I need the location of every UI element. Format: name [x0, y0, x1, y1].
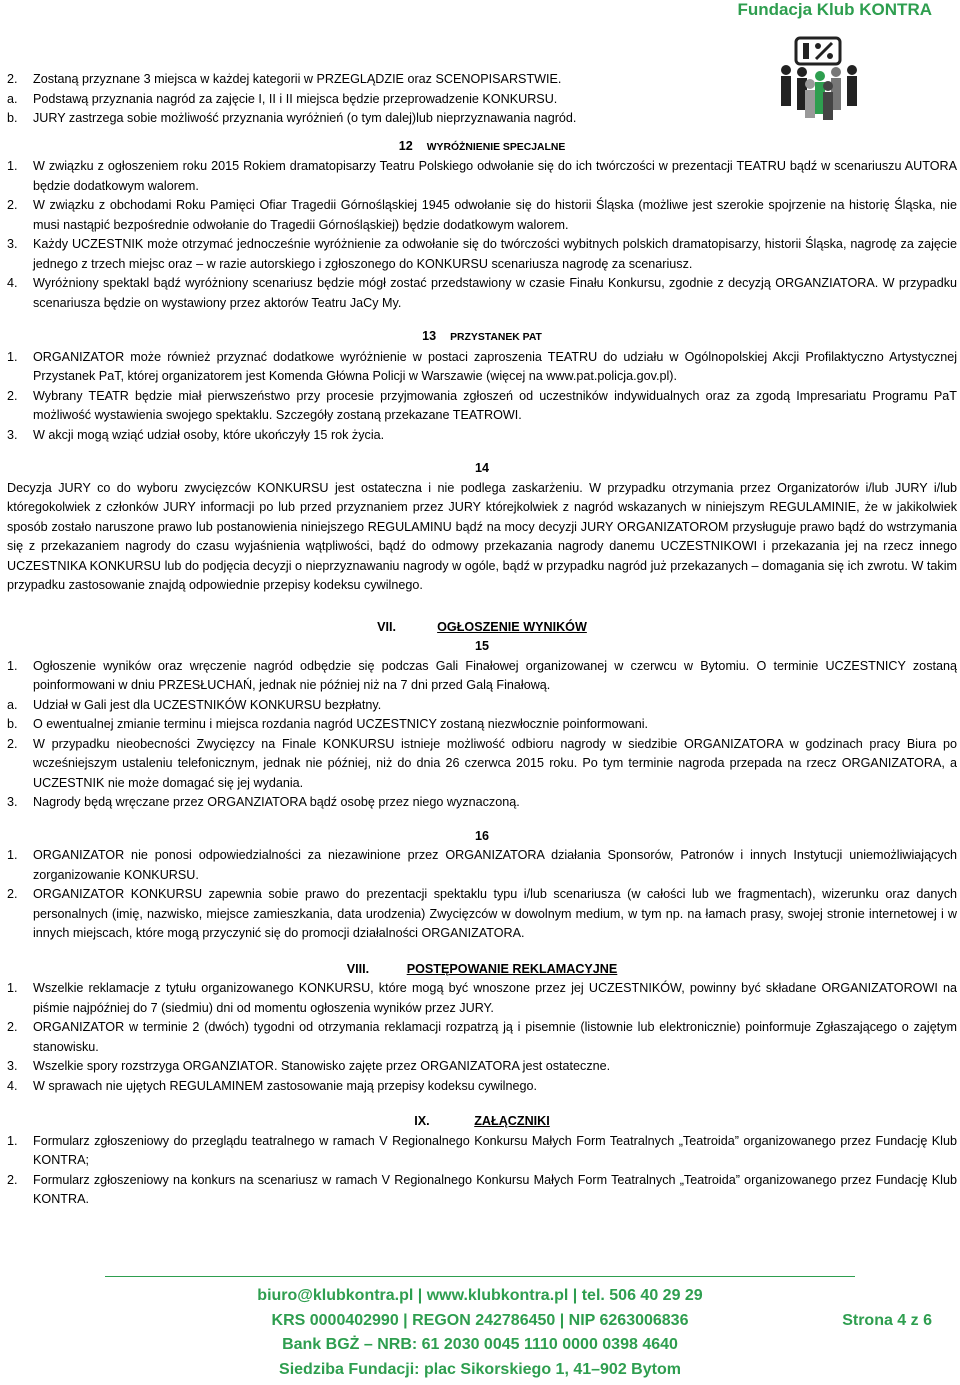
list-item	[7, 696, 957, 716]
list-item	[7, 235, 957, 274]
list-item-text: ORGANIZATOR może również przyznać dodatkowe wyróżnienie w postaci zaproszenia TEATRU do udziału w Ogólnopolskiej Akcji Profilaktyczno Artystycznej Przystanek PaT, której organizatorem jest Komenda Główna Policji w Warszawie (więcej na www.pat.policja.gov.pl).	[33, 349, 957, 383]
list-item	[7, 387, 957, 426]
list-item-number: 3.	[7, 427, 18, 442]
list-item-number: b.	[7, 717, 18, 731]
list-item-text: Udział w Gali jest dla UCZESTNIKÓW KONKURSU bezpłatny.	[33, 697, 382, 712]
list-item	[7, 157, 957, 196]
list-item-number: a.	[7, 697, 18, 712]
list-item	[7, 735, 957, 794]
document-body	[7, 70, 957, 1210]
footer-bank: Bank BGŻ – NRB: 61 2030 0045 1110 0000 0398 4640	[282, 1336, 678, 1353]
list-item-number: 2.	[7, 1172, 18, 1187]
list-item-text: Zostaną przyznane 3 miejsca w każdej kategorii w PRZEGLĄDZIE oraz SCENOPISARSTWIE.	[33, 72, 562, 86]
list-item	[7, 1057, 957, 1077]
list-item-number: 4.	[7, 276, 18, 290]
list-item	[7, 1077, 957, 1097]
list-item-number: 2.	[7, 198, 18, 212]
list-item-number: 1.	[7, 848, 18, 862]
list-item	[7, 793, 957, 813]
list-item-text: ORGANIZATOR w terminie 2 (dwóch) tygodni od otrzymania reklamacji rozpatrzą ją i pisemnie (listownie lub elektronicznie) poinformuje Zgłaszającego o zajętym stanowisku.	[33, 1020, 957, 1054]
list-item	[7, 979, 957, 1018]
list-item	[7, 196, 957, 235]
list-item-text: Wszelkie spory rozstrzyga ORGANZIATOR. Stanowisko zajęte przez ORGANIZATORA jest ostateczne.	[33, 1059, 611, 1073]
section-13-heading: 13 PRZYSTANEK PAT	[422, 329, 542, 343]
list-item-number: 1.	[7, 349, 18, 364]
list-item-number: 1.	[7, 159, 18, 173]
list-item-number: 3.	[7, 237, 18, 251]
list-item-number: 2.	[7, 1020, 18, 1034]
list-item-text: Każdy UCZESTNIK może otrzymać jednocześnie wyróżnienie za odwołanie się do twórczości wybitnych polskich dramatopisarzy, historii Śląska, nagrodę za zajęcie jednego z trzech miejsc oraz – w razie autorskiego i zgłoszonego do KONKURSU scenariusza nagrodę za scenariusz.	[33, 237, 957, 271]
section-14-text: Decyzja JURY co do wyboru zwycięzców KONKURSU jest ostateczna i nie podlega zaskarżeniu. W przypadku otrzymania przez Organizatorów i/lub JURY i/lub któregokolwiek z członków JURY informacji po lub przed przyznaniem przez JURY którejkolwiek z nagród wskazanych w niniejszym REGULAMINIE, że w jakikolwiek sposób zostało naruszone prawo lub postanowienia niniejszego REGULAMINU bądź na mocy decyzji JURY ORGANIZATOROM przysługuje prawo bądź do wstrzymania się z przekazaniem nagrody do czasu wyjaśnienia wątpliwości, bądź do odmowy przekazania nagrody danemu UCZESTNIKOWI i przekazania jej na rzecz innego UCZESTNIKA KONKURSU lub do podjęcia decyzji o nieprzyznawaniu nagrody w ogóle, bądź w przypadku nagród już przekazanych – domagania się ich zwrotu. W takim przypadku zastosowanie znajdą odpowiednie przepisy kodeksu cywilnego.	[7, 480, 957, 592]
list-item-text: W związku z ogłoszeniem roku 2015 Rokiem dramatopisarzy Teatru Polskiego odwołanie się do ich twórczości w prezentacji TEATRU bądź w scenariuszu AUTORA będzie dodatkowym walorem.	[33, 159, 957, 193]
list-item-text: Wszelkie reklamacje z tytułu organizowanego KONKURSU, które mogą być wnoszone przez jej UCZESTNIKÓW, powinny być składane ORGANIZATOROWI na piśmie najpóźniej do 7 (siedmiu) dni od momentu ogłoszenia wyników przez JURY.	[33, 981, 957, 1015]
list-item	[7, 90, 957, 110]
list-item	[7, 70, 957, 90]
list-item-text: JURY zastrzega sobie możliwość przyznania wyróżnień (o tym dalej)lub nieprzyznawania nagród.	[33, 111, 577, 125]
list-item-text: O ewentualnej zmianie terminu i miejsca rozdania nagród UCZESTNICY zostaną niezwłocznie poinformowani.	[33, 717, 649, 731]
list-item	[7, 1018, 957, 1057]
section-16-heading: 16	[474, 828, 489, 843]
list-item-text: Formularz zgłoszeniowy na konkurs na scenariusz w ramach V Regionalnego Konkursu Małych Form Teatralnych „Teatroida” organizowanego przez Fundację Klub KONTRA.	[33, 1172, 957, 1206]
footer-divider	[105, 1276, 855, 1277]
section-15-heading: 15	[474, 639, 489, 653]
list-item	[7, 715, 957, 735]
list-item-text: W przypadku nieobecności Zwycięzcy na Finale KONKURSU istnieje możliwość odbioru nagrody w siedzibie ORGANIZATORA w godzinach pracy Biura po wcześniejszym ustaleniu telefonicznym, jednak nie później, niż do dnia 26 czerwca 2015 roku. Po tym terminie nagroda przepada na rzecz ORGANIZATORA, a UCZESTNIK nie może domagać się jej wydania.	[33, 736, 957, 790]
list-item	[7, 657, 957, 696]
list-item-text: ORGANIZATOR KONKURSU zapewnia sobie prawo do prezentacji spektaklu typu i/lub scenariusza (w całości lub we fragmentach), wizerunku oraz danych personalnych (imię, nazwisko, miejsce zamieszkania, data urodzenia) Zwycięzców w dowolnym medium, w tym np. na łamach prasy, swojej stronie internetowej i w innych miejscach, które mogą przyczynić się do promocji działalności ORGANIZATORA.	[33, 887, 957, 940]
footer-registry: KRS 0000402990 | REGON 242786450 | NIP 6263006836	[271, 1311, 689, 1329]
list-item-text: Podstawą przyznania nagród za zajęcie I, II i II miejsca będzie przeprowadzenie KONKURSU.	[33, 91, 558, 106]
list-item-number: 1.	[7, 658, 18, 673]
section-vii-heading: VII. OGŁOSZENIE WYNIKÓW	[377, 619, 587, 634]
list-item-number: a.	[7, 91, 18, 106]
list-item	[7, 885, 957, 944]
list-item-text: Ogłoszenie wyników oraz wręczenie nagród odbędzie się podczas Gali Finałowej organizowanej w czerwcu w Bytomiu. O terminie UCZESTNICY zostaną poinformowani w dniu PRZESŁUCHAŃ, jednak nie później niż na 7 dni przed Galą Finałową.	[33, 658, 957, 692]
list-item-text: W sprawach nie ujętych REGULAMINEM zastosowanie mają przepisy kodeksu cywilnego.	[33, 1078, 537, 1093]
footer-contact: biuro@klubkontra.pl | www.klubkontra.pl | tel. 506 40 29 29	[257, 1287, 703, 1304]
section-viii-heading: VIII. POSTĘPOWANIE REKLAMACYJNE	[346, 961, 618, 976]
list-item-number: 2.	[7, 388, 18, 403]
list-item	[7, 109, 957, 129]
footer	[0, 1284, 960, 1382]
list-item	[7, 1132, 957, 1171]
list-item-text: Formularz zgłoszeniowy do przeglądu teatralnego w ramach V Regionalnego Konkursu Małych Form Teatralnych „Teatroida” organizowanego przez Fundację Klub KONTRA;	[33, 1133, 957, 1167]
list-item-number: 1.	[7, 981, 18, 995]
list-item-text: Wyróżniony spektakl bądź wyróżniony scenariusz będzie mógł zostać przedstawiony w czasie Finału Konkursu, zgodnie z decyzją ORGANZIATORA. W przypadku scenariusza będzie on wystawiony przez aktorów Teatru JaCy My.	[33, 276, 957, 310]
list-item-number: 1.	[7, 1133, 18, 1148]
list-item-number: 3.	[7, 795, 18, 809]
list-item-text: Wybrany TEATR będzie miał pierwszeństwo przy procesie przyjmowania zgłoszeń od uczestników indywidualnych oraz za zgodą Impresariatu Programu PaT możliwość wystawienia swojego spektaklu. Szczegóły zostaną przekazane TEATROWI.	[33, 388, 957, 422]
list-item-text: W związku z obchodami Roku Pamięci Ofiar Tragedii Górnośląskiej 1945 odwołanie się do historii Śląska (możliwe jest szerokie spojrzenie na historię Śląska, nie musi nastąpić bezpośrednie odwołanie do Tragedii Górnośląskiej) będzie dodatkowym walorem.	[33, 198, 957, 232]
list-item-number: b.	[7, 111, 18, 125]
list-item-number: 3.	[7, 1059, 18, 1073]
list-item	[7, 426, 957, 446]
list-item	[7, 846, 957, 885]
list-item-text: ORGANIZATOR nie ponosi odpowiedzialności za niezawinione przez ORGANIZATORA działania Sponsorów, Patronów i innych Instytucji uniemożliwiających zorganizowanie KONKURSU.	[33, 848, 957, 882]
list-item-text: Nagrody będą wręczane przez ORGANZIATORA bądź osobę przez niego wyznaczoną.	[33, 795, 520, 809]
list-item	[7, 348, 957, 387]
page-number: Strona 4 z 6	[842, 1311, 932, 1329]
list-item-number: 2.	[7, 736, 18, 751]
list-item	[7, 1171, 957, 1210]
section-12-heading: 12 WYRÓŻNIENIE SPECJALNE	[398, 138, 566, 153]
list-item-text: W akcji mogą wziąć udział osoby, które ukończyły 15 rok życia.	[33, 427, 385, 442]
list-item	[7, 274, 957, 313]
section-14-heading: 14	[474, 461, 489, 475]
footer-address: Siedziba Fundacji: plac Sikorskiego 1, 41–902 Bytom	[279, 1360, 681, 1378]
list-item-number: 4.	[7, 1078, 18, 1093]
list-item-number: 2.	[7, 887, 18, 901]
section-ix-heading: IX. ZAŁĄCZNIKI	[414, 1114, 550, 1128]
header-brand: Fundacja Klub KONTRA	[737, 0, 932, 19]
list-item-number: 2.	[7, 72, 18, 86]
